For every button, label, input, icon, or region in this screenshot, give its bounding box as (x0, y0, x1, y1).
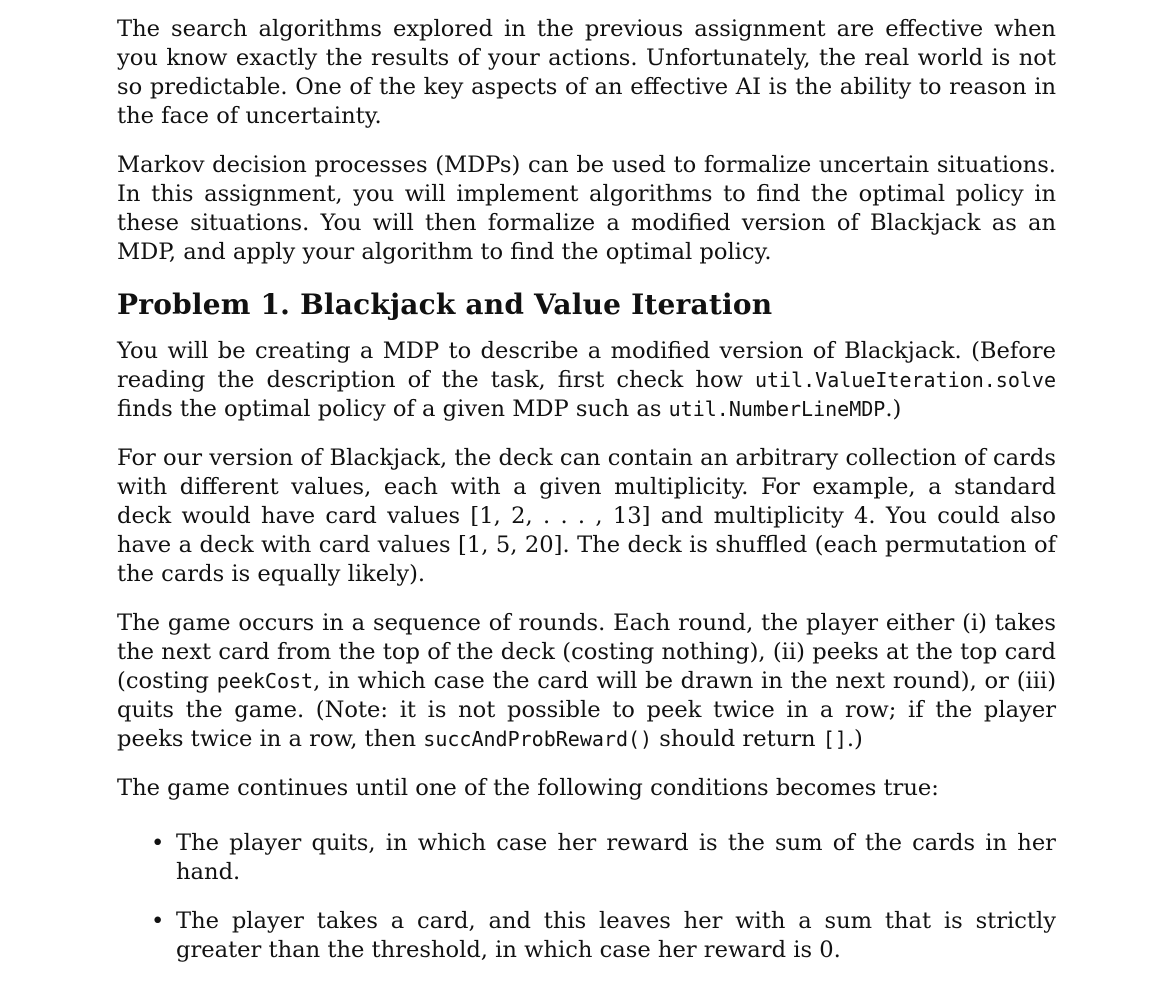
intro-paragraph-1: The search algorithms explored in the previous assignment are effective when you know exactly the results of your actions. Unfortunately, the real world is not so predictable. One of the key aspects of an effective AI is the ability to reason in the face of uncertainty. (117, 16, 1056, 129)
problem-1-paragraph-1 (117, 337, 1056, 424)
list-item-text: The player quits, in which case her reward is the sum of the cards in her hand. (176, 830, 1056, 885)
p3-text-d: .) (846, 726, 863, 752)
p3-text-a: The game occurs in a sequence of rounds. Each round, the player either (i) takes the next card from the top of the deck (costing nothing), (ii) peeks at the top card (costing (117, 610, 1056, 694)
problem-1-paragraph-2: For our version of Blackjack, the deck can contain an arbitrary collection of cards with different values, each with a given multiplicity. For example, a standard deck would have card values [1, 2, . . . , 13] and multiplicity 4. You could also have a deck with card values [1, 5, 20]. The deck is shuffled (each permutation of the cards is equally likely). (117, 445, 1056, 587)
succ-and-prob-reward-code: succAndProbReward() (423, 727, 653, 751)
peek-cost-code: peekCost (216, 669, 314, 693)
number-line-mdp-code: util.NumberLineMDP (668, 397, 886, 421)
problem-1-heading: Problem 1. Blackjack and Value Iteration (117, 288, 773, 321)
p3-text-b: , in which case the card will be drawn in the next round), or (iii) quits the game. (Note: it is not possible to peek twice in a row; if the player peeks twice in a row, then (117, 668, 1057, 752)
p1-text-b: finds the optimal policy of a given MDP such as (117, 396, 669, 422)
empty-list-code: [] (822, 727, 847, 751)
list-item (117, 907, 1056, 965)
bullet-icon: • (151, 908, 165, 934)
document-page (117, 15, 1056, 985)
problem-1-paragraph-3 (117, 609, 1056, 754)
bullet-icon: • (151, 830, 165, 856)
p1-text-c: .) (885, 396, 902, 422)
list-item (117, 829, 1056, 887)
value-iteration-solve-code: util.ValueIteration.solve (754, 368, 1056, 392)
list-item-text: The player takes a card, and this leaves her with a sum that is strictly greater than the threshold, in which case her reward is 0. (176, 908, 1056, 963)
end-conditions-list (117, 829, 1056, 965)
intro-paragraph-2: Markov decision processes (MDPs) can be used to formalize uncertain situations. In this assignment, you will implement algorithms to find the optimal policy in these situations. You will then formalize a modified version of Blackjack as an MDP, and apply your algorithm to find the optimal policy. (117, 152, 1056, 265)
problem-1-paragraph-4: The game continues until one of the following conditions becomes true: (117, 775, 939, 801)
p3-text-c: should return (652, 726, 823, 752)
p1-text-a: You will be creating a MDP to describe a modified version of Blackjack. (Before reading the description of the task, first check how (117, 338, 1056, 393)
